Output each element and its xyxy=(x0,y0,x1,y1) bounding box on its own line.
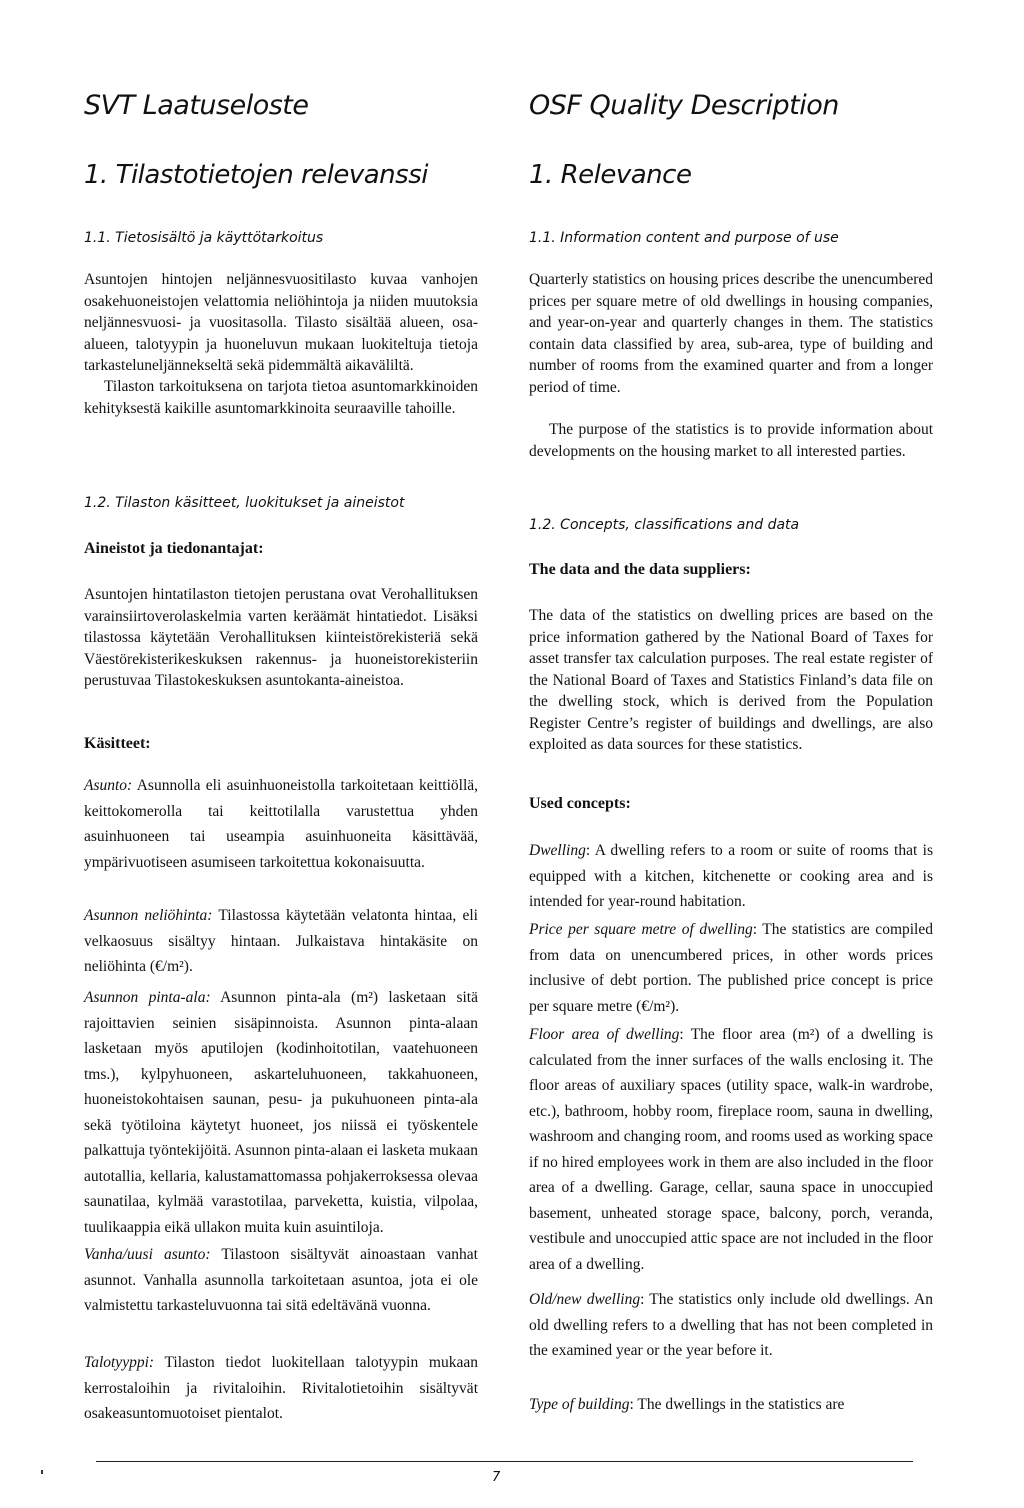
paragraph-content-en: Quarterly statistics on housing prices describe the unencumbered prices per square metre of old dwellings in housing companies, and year-on-year and quarterly changes in them. The statistics contain data classified by area, sub-area, type of building and number of rooms from the examined quarter and from a longer period of time. xyxy=(529,271,933,396)
data-heading-en: The data and the data suppliers: xyxy=(529,561,751,578)
concept-text: Tilastossa käytetään velatonta hintaa, eli velkaosuus sisältyy hintaan. Julkaistava hintakäsite on neliöhinta (€/m²). xyxy=(84,907,478,975)
concept-term: Dwelling xyxy=(529,842,586,859)
concept-text: Tilaston tiedot luokitellaan talotyypin mukaan kerrostaloihin ja rivitaloihin. Rivitalotietoihin sisältyvät osakeasuntomuotoiset pientalot. xyxy=(84,1354,478,1422)
paragraph-data-fi: Asuntojen hintatilaston tietojen perustana ovat Verohallituksen varainsiirtoverolaskelmia varten keräämät hintatiedot. Lisäksi tilastossa käytetään Verohallituksen kiinteistörekisteriä sekä Väestörekisterikeskuksen rakennus- ja huoneistorekisteriin perustuvaa Tilastokeskuksen asuntokanta-aineistoa. xyxy=(84,586,478,689)
concept-text: : The statistics are compiled from data on unencumbered prices, in other words prices inclusive of debt portion. The published price concept is price per square metre (€/m²). xyxy=(529,921,933,1015)
scan-speck xyxy=(41,1470,43,1474)
paragraph-purpose-fi: Tilaston tarkoituksena on tarjota tietoa asuntomarkkinoiden kehityksestä kaikille asuntomarkkinoita seuraaville tahoille. xyxy=(84,378,478,417)
concept-term: Asunnon pinta-ala: xyxy=(84,989,211,1006)
concept-floor-area-en xyxy=(529,1022,933,1277)
concept-floor-area-fi xyxy=(84,985,478,1240)
section-title-en: 1. Relevance xyxy=(529,160,692,190)
concept-price-fi xyxy=(84,903,478,980)
paragraph-content-fi: Asuntojen hintojen neljännesvuositilasto kuvaa vanhojen osakehuoneistojen velattomia neliöhintoja ja niiden muutoksia neljännesvuosi- ja vuositasolla. Tilasto sisältää alueen, osa-alueen, talotyypin ja huoneluvun mukaan luokiteltuja tietoja tarkasteluneljännekseltä sekä pidemmältä aikaväliltä. xyxy=(84,271,478,374)
concept-term: Type of building xyxy=(529,1396,630,1413)
concept-text: : The floor area (m²) of a dwelling is calculated from the inner surfaces of the walls enclosing it. The floor areas of auxiliary spaces (utility space, walk-in wardrobe, etc.), bathroom, hobby room, fireplace room, sauna in dwelling, washroom and changing room, and rooms used as working space if no hired employees work in them are also included in the floor area of a dwelling. Garage, cellar, sauna space in unoccupied basement, unheated storage space, balcony, porch, veranda, vestibule and unoccupied attic space are not included in the floor area of a dwelling. xyxy=(529,1026,934,1273)
concept-text: : A dwelling refers to a room or suite of rooms that is equipped with a kitchen, kitchenette or cooking area and is intended for year-round habitation. xyxy=(529,842,933,910)
subsection-1-1-fi: 1.1. Tietosisältö ja käyttötarkoitus xyxy=(84,230,324,246)
paragraph-data-en: The data of the statistics on dwelling prices are based on the price information gathered by the National Board of Taxes for asset transfer tax calculation purposes. The real estate register of the National Board of Taxes and Statistics Finland’s data file on the dwelling stock, which is derived from the Population Register Centre’s register of buildings and dwellings, are also exploited as data sources for these statistics. xyxy=(529,607,933,753)
concepts-heading-en: Used concepts: xyxy=(529,795,631,812)
concepts-heading-fi: Käsitteet: xyxy=(84,735,151,752)
concept-term: Asunnon neliöhinta: xyxy=(84,907,213,924)
concept-text: Asunnon pinta-ala (m²) lasketaan sitä rajoittavien seinien sisäpinnoista. Asunnon pinta-alaan lasketaan myös aputilojen (kodinhoitotilan, vaatehuoneen tms.), kylpyhuoneen, askarteluhuoneen, takkahuoneen, huoneistokohtaisen saunan, pesu- ja pukuhuoneen pinta-ala sekä työtiloina käytetyt huoneet, jos niissä ei työskentele palkattuja työntekijöitä. Asunnon pinta-alaan ei lasketa mukaan autotallia, kellaria, kalustamattomassa pohjakerroksessa olevaa saunatilaa, kylmää varastotilaa, parveketta, kuistia, vilpolaa, tuulikaappia eikä ullakon muita kuin asuintiloja. xyxy=(84,989,478,1236)
concept-term: Floor area of dwelling xyxy=(529,1026,680,1043)
concept-price-en xyxy=(529,917,933,1019)
doc-title-fi: SVT Laatuseloste xyxy=(84,90,309,121)
subsection-1-2-fi: 1.2. Tilaston käsitteet, luokitukset ja aineistot xyxy=(84,495,405,511)
concept-term: Talotyyppi: xyxy=(84,1354,155,1371)
paragraph-purpose-en: The purpose of the statistics is to provide information about developments on the housing market to all interested parties. xyxy=(529,421,933,460)
concept-old-new-en xyxy=(529,1287,933,1364)
concept-dwelling-fi xyxy=(84,773,478,875)
concept-term: Asunto: xyxy=(84,777,133,794)
concept-text: Tilastoon sisältyvät ainoastaan vanhat asunnot. Vanhalla asunnolla tarkoitetaan asuntoa, jota ei ole valmistettu tarkasteluvuonna tai sitä edeltävänä vuonna. xyxy=(84,1246,478,1314)
concept-term: Old/new dwelling xyxy=(529,1291,641,1308)
concept-dwelling-en xyxy=(529,838,933,915)
subsection-1-2-en: 1.2. Concepts, classifications and data xyxy=(529,517,800,533)
data-heading-fi: Aineistot ja tiedonantajat: xyxy=(84,540,264,557)
concept-building-type-en xyxy=(529,1392,933,1418)
concept-text: Asunnolla eli asuinhuoneistolla tarkoitetaan keittiöllä, keittokomerolla tai keittotilalla varustettua yhden asuinhuoneen tai useampia asuinhuoneita käsittävää, ympärivuotiseen asumiseen tarkoitettua kokonaisuutta. xyxy=(84,777,478,871)
concept-term: Vanha/uusi asunto: xyxy=(84,1246,211,1263)
page-number: 7 xyxy=(492,1470,501,1485)
concept-text: : The dwellings in the statistics are xyxy=(629,1396,845,1413)
concept-term: Price per square metre of dwelling xyxy=(529,921,753,938)
doc-title-en: OSF Quality Description xyxy=(529,90,839,121)
footer-rule xyxy=(96,1461,913,1462)
subsection-1-1-en: 1.1. Information content and purpose of use xyxy=(529,230,839,246)
concept-old-new-fi xyxy=(84,1242,478,1319)
section-title-fi: 1. Tilastotietojen relevanssi xyxy=(84,160,428,190)
concept-building-type-fi xyxy=(84,1350,478,1427)
concept-text: : The statistics only include old dwellings. An old dwelling refers to a dwelling that has not been completed in the examined year or the year before it. xyxy=(529,1291,934,1359)
